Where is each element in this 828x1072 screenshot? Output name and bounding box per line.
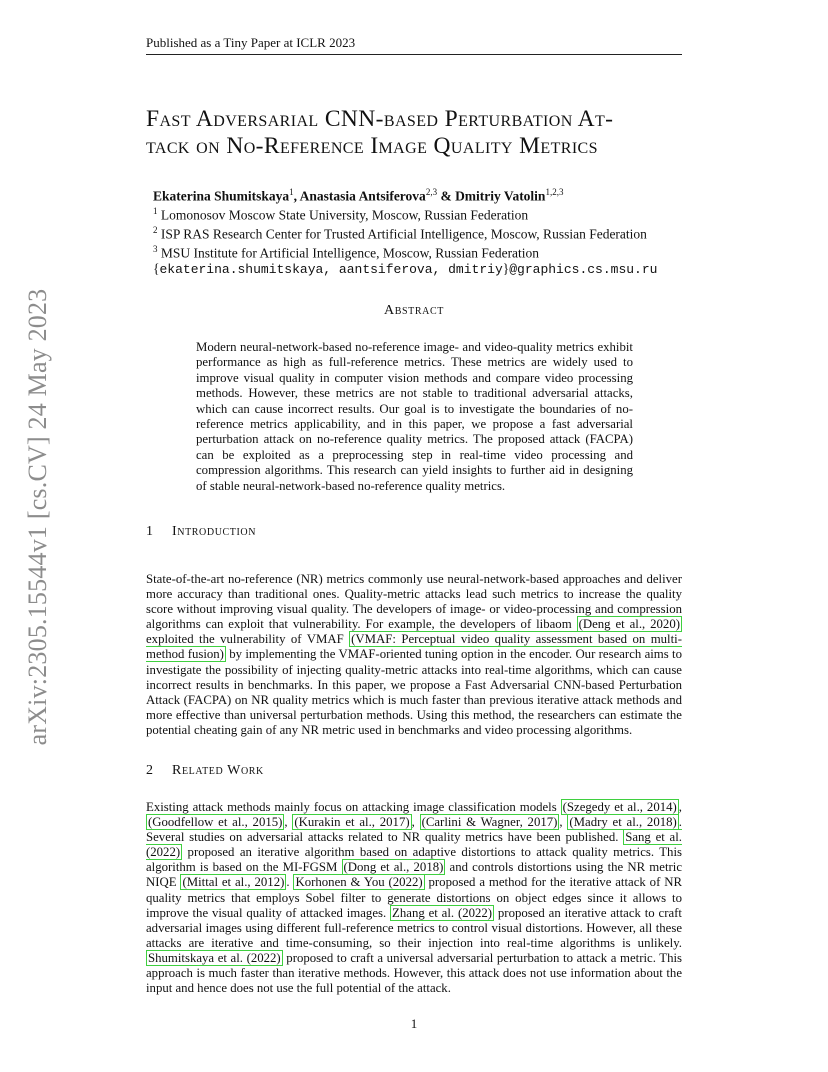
section-2-title: Related Work bbox=[172, 763, 264, 778]
email-users: ekaterina.shumitskaya, aantsiferova, dmitriy bbox=[159, 262, 503, 277]
section-1-heading bbox=[146, 524, 256, 540]
section-2-paragraph bbox=[146, 800, 682, 996]
author-block bbox=[153, 185, 713, 278]
paragraph-text: Existing attack methods mainly focus on attacking image classification models bbox=[146, 800, 561, 814]
citation-link[interactable]: Shumitskaya et al. (2022) bbox=[148, 950, 281, 965]
citation-link[interactable]: (Deng et al., 2020) bbox=[578, 617, 680, 632]
affiliation-1-text: Lomonosov Moscow State University, Moscow, Russian Federation bbox=[157, 207, 529, 223]
section-2-number: 2 bbox=[146, 763, 154, 778]
running-header: Published as a Tiny Paper at ICLR 2023 bbox=[146, 35, 682, 55]
paragraph-text: , bbox=[559, 815, 568, 830]
affiliation-2 bbox=[153, 223, 713, 242]
paragraph-text: exploited the vulnerability of VMAF bbox=[146, 632, 350, 647]
paper-title bbox=[146, 106, 706, 160]
paragraph-text: , bbox=[284, 815, 293, 830]
citation-link[interactable]: (VMAF: Perceptual video quality assessment based on multi-method fusion) bbox=[146, 632, 682, 662]
paragraph-text: proposed an iterative attack to craft adversarial images using different full-reference metrics to control visual distortions. However, all these attacks are iterative and time-consuming, so their injection into real-time algorithms is unlikely. bbox=[146, 905, 682, 950]
citation-link[interactable]: (Kurakin et al., 2017) bbox=[294, 815, 410, 830]
affiliation-3-mark: 3 bbox=[153, 244, 158, 254]
author-separator: , bbox=[293, 188, 300, 204]
author-emails bbox=[153, 261, 713, 278]
email-brace-close: } bbox=[502, 261, 510, 276]
citation-link[interactable]: (Carlini & Wagner, 2017) bbox=[421, 815, 558, 830]
section-1-paragraph bbox=[146, 572, 682, 738]
citation-link[interactable]: (Goodfellow et al., 2015) bbox=[148, 815, 283, 830]
affiliation-1-mark: 1 bbox=[153, 206, 158, 216]
arxiv-identifier bbox=[18, 275, 58, 760]
paragraph-text: , bbox=[411, 815, 420, 830]
author-2-affil: 2,3 bbox=[425, 187, 438, 197]
citation-link[interactable]: (Mittal et al., 2012) bbox=[182, 875, 285, 890]
affiliation-3-text: MSU Institute for Artificial Intelligence, Moscow, Russian Federation bbox=[157, 245, 540, 261]
paragraph-text: proposed a method for the iterative attack of NR quality metrics that employs Sobel filter to generate distortions on object edges since it allows to improve the visual quality of attacked images. bbox=[146, 875, 683, 920]
citation-link[interactable]: Zhang et al. (2022) bbox=[392, 905, 493, 920]
abstract-text: Modern neural-network-based no-reference image- and video-quality metrics exhibit performance as high as full-reference metrics. These metrics are widely used to improve visual quality in computer vision methods and compare video processing methods. However, these metrics are not stable to traditional adversarial attacks, which can cause incorrect results. Our goal is to investigate the boundaries of no-reference metrics applicability, and in this paper, we propose a fast adversarial perturbation attack on no-reference quality metrics. The proposed attack (FACPA) can be exploited as a preprocessing step in real-time video processing and compression algorithms. This research can yield insights to further aid in designing of stable neural-network-based no-reference quality metrics. bbox=[196, 340, 633, 493]
page-number: 1 bbox=[410, 1016, 418, 1031]
paragraph-text: . bbox=[286, 875, 294, 890]
citation-link[interactable]: (Madry et al., 2018) bbox=[569, 815, 677, 830]
citation-link[interactable]: Sang et al. (2022) bbox=[146, 830, 682, 860]
section-1-title: Introduction bbox=[172, 524, 257, 539]
citation-link[interactable]: Korhonen & You (2022) bbox=[295, 875, 423, 890]
affiliation-3 bbox=[153, 242, 713, 261]
author-names bbox=[153, 185, 713, 204]
paper-title-line-1: Fast Adversarial CNN-based Perturbation At- bbox=[146, 106, 614, 132]
citation-link[interactable]: (Szegedy et al., 2014) bbox=[562, 800, 677, 814]
section-2-heading bbox=[146, 763, 264, 779]
author-2: Anastasia Antsiferova bbox=[299, 188, 426, 204]
email-domain: @graphics.cs.msu.ru bbox=[509, 262, 658, 277]
affiliation-2-text: ISP RAS Research Center for Trusted Artificial Intelligence, Moscow, Russian Federation bbox=[157, 226, 647, 242]
paper-title-line-2: tack on No-Reference Image Quality Metrics bbox=[146, 133, 598, 159]
paragraph-text: , bbox=[678, 800, 682, 814]
paragraph-text: and controls distortions using the NR metric NIQE bbox=[146, 860, 682, 890]
paragraph-text: proposed to craft a universal adversarial perturbation to attack a metric. This approach is much faster than iterative methods. However, this attack does not use information about the input and hence does not use the full potential of the attack. bbox=[146, 950, 683, 996]
affiliation-1 bbox=[153, 204, 713, 223]
section-1-number: 1 bbox=[146, 524, 154, 539]
affiliation-2-mark: 2 bbox=[153, 225, 158, 235]
author-3-affil: 1,2,3 bbox=[545, 187, 564, 197]
author-3: Dmitriy Vatolin bbox=[455, 188, 546, 204]
paragraph-text: by implementing the VMAF-oriented tuning option in the encoder. Our research aims to investigate the possibility of injecting quality-metric attacks into real-time algorithms, which can cause incorrect results in benchmarks. In this paper, we propose a Fast Adversarial CNN-based Perturbation Attack (FACPA) on NR quality metrics which is much faster than previous iterative attack methods and more effective than universal perturbation methods. Using this method, the researchers can estimate the potential cheating gain of any NR metric used in benchmarks and video processing algorithms. bbox=[146, 647, 683, 737]
email-brace-open: { bbox=[153, 261, 160, 276]
arxiv-identifier-text: arXiv:2305.15544v1 [cs.CV] 24 May 2023 bbox=[23, 288, 52, 746]
paragraph-text: . Several studies on adversarial attacks related to NR quality metrics have been published. bbox=[146, 815, 682, 845]
author-1-affil: 1 bbox=[289, 187, 294, 197]
author-1: Ekaterina Shumitskaya bbox=[153, 188, 290, 204]
author-separator: & bbox=[437, 188, 456, 204]
abstract-heading: Abstract bbox=[384, 303, 444, 318]
paragraph-text: State-of-the-art no-reference (NR) metrics commonly use neural-network-based approaches and deliver more accuracy than traditional ones. Quality-metric attacks lead such metrics to increase the quality score without improving visual quality. The developers of image- or video-processing and compression algorithms can exploit that vulnerability. For example, the developers of libaom bbox=[146, 572, 682, 632]
citation-link[interactable]: (Dong et al., 2018) bbox=[343, 860, 444, 875]
paragraph-text: proposed an iterative algorithm based on adaptive distortions to attack quality metrics. This algorithm is based on the MI-FGSM bbox=[146, 845, 682, 875]
